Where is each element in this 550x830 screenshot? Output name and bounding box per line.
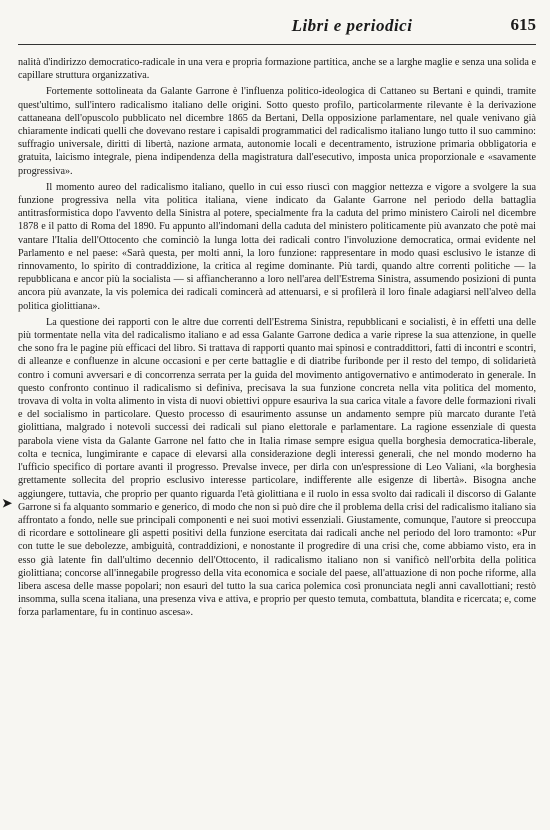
paragraph-estrema-sinistra: La questione dei rapporti con le altre due correnti dell'Estrema Sinistra, repubblicani e socialisti, è in effetti una delle più tormentate nella vita del radicalismo italiano e ad essa Galante Garrone dedica a varie riprese la sua attenzione, in quelle che sono fra le pagine più efficaci del libro. Si trattava di rapporti quanto mai spinosi e contraddittori, fatti di incontri e scontri, di alleanze e confluenze in alcune occasioni e per certe battaglie e di diatribe furibonde per il resto del tempo, di solidarietà contro i comuni avversari e di concorrenza serrata per la guida del movimento antigovernativo e antimoderato in generale. In questo confronto continuo il radicalismo si definiva, precisava la sua funzione concreta nella vita politica del momento, trovava di volta in volta alimento in vista di nuovi obiettivi oppure esauriva la sua carica vitale a favore delle formazioni rivali e del socialismo in particolare. Questo processo di esaurimento assunse un andamento sempre più marcato durante l'età giolittiana, malgrado i notevoli successi dei radicali sul piano elettorale e parlamentare. La ragione essenziale di questa parabola viene vista da Galante Garrone nel fatto che in Italia rimase sempre esigua quella borghesia democratica-liberale, colta e tecnica, lungimirante e capace di elevarsi alla considerazione degli interessi generali, che nel mondo moderno ha l'ufficio specifico di portare avanti il progresso. Prevalse invece, per dirla con un'espressione di Leo Valiani, «la borghesia grettamente sollecita del proprio esclusivo interesse particolare, indifferente alle esigenze di libertà». Bisogna anche aggiungere, tuttavia, che proprio per quanto riguarda l'età giolittiana e il ruolo in essa svolto dai radicali il discorso di Galante Garrone si fa alquanto sommario e generico, di modo che non si può dire che il problema della crisi del radicalismo italiano sia affrontato a fondo, nelle sue principali componenti e nei suoi motivi essenziali. Giustamente, comunque, l'autore si preoccupa di ricordare e sottolineare gli aspetti positivi della funzione esercitata dai radicali anche nel periodo del loro tramonto: «Pur con tutte le sue debolezze, ambiguità, contraddizioni, e nonostante il progredire di una crisi che, come abbiamo visto, era in esso già latente fin dall'ultimo decennio dell'Ottocento, il radicalismo italiano non si vanificò nell'orbita della politica giolittiana; concorse all'innegabile progresso della vita economica e sociale del paese, all'attuazione di non poche riforme, alla libera ascesa delle masse popolari; non esaurì del tutto la sua carica polemica così pronunciata negli anni cavallottiani; restò insomma, sulla scena italiana, una presenza viva e attiva, e proprio per questo temuta, combattuta, blandita e ricercata; e, come forza parlamentare, fu in continuo ascesa». — [18, 316, 536, 619]
page-number: 615 — [510, 15, 536, 34]
margin-arrow-icon: ➤ — [2, 496, 13, 510]
running-header — [18, 10, 536, 45]
paragraph-cattaneo-influence: Fortemente sottolineata da Galante Garrone è l'influenza politico-ideologica di Cattaneo su Bertani e quindi, tramite quest'ultimo, sull'intero radicalismo italiano delle origini. Sotto questo profilo, particolarmente rilevante è la derivazione cattaneana dell'opuscolo pubblicato nel dicembre 1865 da Bertani, Della opposizione parlamentare, nel quale venivano già chiaramente indicati quelli che dovevano restare i capisaldi programmatici del radicalismo italiano lungo tutto il suo cammino: suffragio universale, diritti di libertà, nazione armata, autonomie locali e decentramento, istruzione primaria obbligatoria e gratuita, laicismo integrale, piena indipendenza della magistratura dall'esecutivo, imposta unica proporzionale e «savamente progressiva». — [18, 86, 536, 177]
review-body — [18, 56, 536, 620]
paragraph-golden-age: Il momento aureo del radicalismo italiano, quello in cui esso riuscì con maggior nettezza e vigore a svolgere la sua funzione progressiva nella vita politica italiana, viene indicato da Galante Garrone nel periodo della battaglia antitrasformistica dopo l'avvento della Sinistra al potere, specialmente fra la caduta del primo ministero Cairoli nel dicembre 1878 e il patto di Roma del 1890. Fu appunto all'indomani della caduta del ministero politicamente più avanzato che potè mai vantare l'Italia dell'Ottocento che cominciò la lunga lotta dei radicali contro l'involuzione democratica, ormai evidente nel Parlamento e nel paese: «Sarà questa, per molti anni, la loro funzione: rappresentare in modo quasi esclusivo le istanze di rinnovamento, lo spirito di contraddizione, la critica al regime dominante. Più tardi, quando altre correnti politiche — la repubblicana e ancor più la socialista — si affiancheranno a loro nell'area dell'Estrema Sinistra, assumendo posizioni di punta ancora più avanzate, la vis polemica dei radicali comincerà ad attenuarsi, e si profilerà il loro finale adagiarsi nell'alveo della politica giolittiana». — [18, 181, 536, 312]
paragraph-continuation: nalità d'indirizzo democratico-radicale in una vera e propria formazione partitica, anche se a larghe maglie e senza una solida e capillare struttura organizzativa. — [18, 57, 536, 82]
header-title: Libri e periodici — [291, 16, 413, 35]
